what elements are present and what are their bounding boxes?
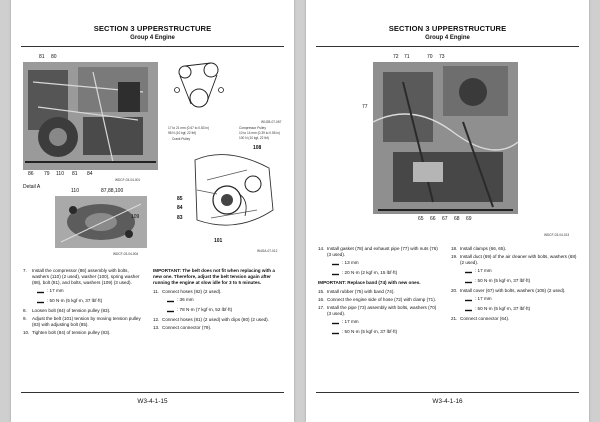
wrench-icon: [465, 270, 472, 273]
wrench-icon: [37, 290, 44, 293]
torque-spec: : 50 N·m (5 kgf·m, 37 lbf·ft): [451, 306, 579, 312]
wrench-spec: : 17 mm: [318, 319, 440, 325]
important-note: IMPORTANT: Replace band (74) with new ones.: [318, 280, 421, 285]
manual-page-left: [11, 0, 294, 422]
legend-text: 17 to 21 mm (0.67 to 0.83 in): [168, 126, 209, 130]
torque-spec: : 50 N·m (5 kgf·m, 37 lbf·ft): [23, 298, 143, 304]
callout-label: 67: [442, 216, 448, 222]
section-title: SECTION 3 UPPERSTRUCTURE: [93, 24, 212, 33]
header-rule: [316, 46, 579, 47]
tension-pulley-drawing: [187, 150, 277, 240]
step-item: 13. Connect connector (79).: [153, 325, 212, 330]
page-number: W3-4-1-15: [137, 398, 168, 405]
wrench-icon: [332, 321, 339, 324]
step-item: 17. Install the pipe (73) assembly with bolts, washers (70) (3 used).: [318, 305, 437, 316]
callout-label: 69: [466, 216, 472, 222]
engine-photo-compressor: [23, 62, 158, 170]
step-item: 11. Connect hoses (82) (2 used).: [153, 289, 222, 294]
wrench-spec: : 36 mm: [153, 297, 283, 303]
torque-wrench-icon: [332, 272, 339, 275]
header-rule: [21, 46, 284, 47]
legend-text: 10 to 14 mm (0.39 to 0.55 in): [239, 131, 280, 135]
callout-label: 86: [28, 171, 34, 177]
figure-code: WDCF-03-04-013: [544, 233, 570, 237]
torque-spec: : 50 N·m (5 kgf·m, 37 lbf·ft): [318, 329, 440, 335]
section-title: SECTION 3 UPPERSTRUCTURE: [388, 24, 507, 33]
wrench-icon: [465, 298, 472, 301]
wrench-spec: : 17 mm: [451, 268, 579, 274]
text-column-2: [153, 268, 283, 333]
torque-wrench-icon: [332, 331, 339, 334]
step-item: 8. Loosen bolt (84) of tension pulley (83).: [23, 308, 111, 313]
compressor-detail-photo: [55, 196, 147, 248]
belt-routing-diagram: [171, 60, 227, 112]
callout-label: 87,88,100: [101, 188, 124, 194]
torque-wrench-icon: [37, 300, 44, 303]
torque-spec: : 50 N·m (5 kgf·m, 37 lbf·ft): [451, 278, 579, 284]
footer-rule: [21, 392, 284, 393]
page-number: W3-4-1-16: [432, 398, 463, 405]
callout-label: 65: [418, 216, 424, 222]
figure-code: W4GA-07-012: [257, 249, 278, 253]
figure-code: W1GB-07-067: [261, 120, 282, 124]
step-item: 15. Install rubber (75) with band (74).: [318, 289, 395, 294]
step-item: 20. Install cover (67) with bolts, washers (105) (2 used).: [451, 288, 566, 293]
step-item: 16. Connect the engine side of hose (72) with clamp (71).: [318, 297, 437, 302]
figure-code: WDCF-03-04-001: [115, 178, 141, 182]
wrench-icon: [167, 299, 174, 302]
callout-label: 101: [214, 238, 223, 244]
detail-label: Detail A: [23, 184, 41, 190]
step-item: 18. Install clamps (66, 65).: [451, 246, 507, 251]
callout-label: 108: [253, 145, 262, 151]
callout-label: 83: [177, 215, 183, 221]
callout-label: 85: [177, 196, 183, 202]
step-item: 19. Install duct (69) of the air cleaner with bolts, washers (68) (2 used).: [451, 254, 577, 265]
wrench-spec: : 17 mm: [451, 296, 579, 302]
legend-text: 98 N (10 kgf, 22 lbf): [168, 131, 196, 135]
callout-label: 110: [56, 171, 64, 177]
callout-label: 71: [404, 54, 410, 60]
legend-text: Compressor Pulley: [239, 126, 266, 130]
callout-label: 109: [131, 214, 140, 220]
step-item: 9. Adjust the belt (101) tension by moving tension pulley (83) with adjusting bolt (85).: [23, 316, 141, 327]
callout-label: 81: [72, 171, 78, 177]
group-title: Group 4 Engine: [130, 35, 175, 41]
footer-rule: [316, 392, 579, 393]
callout-label: 70: [427, 54, 433, 60]
callout-label: 77: [362, 104, 368, 110]
callout-label: 81: [39, 54, 45, 60]
text-column-1: [23, 268, 143, 338]
step-item: 21. Connect connector (64).: [451, 316, 510, 321]
step-item: 12. Connect hoses (81) (2 used) with clips (80) (2 used).: [153, 317, 269, 322]
group-title: Group 4 Engine: [425, 35, 470, 41]
wrench-icon: [332, 262, 339, 265]
wrench-spec: : 17 mm: [23, 288, 143, 294]
legend-text: 100 N (10 kgf, 22 lbf): [239, 136, 269, 140]
callout-label: 68: [454, 216, 460, 222]
text-column-1: [318, 246, 440, 339]
torque-spec: : 20 N·m (2 kgf·m, 15 lbf·ft): [318, 270, 440, 276]
callout-label: 84: [177, 205, 183, 211]
torque-spec: : 78 N·m (7 kgf·m, 52 lbf·ft): [153, 307, 283, 313]
torque-wrench-icon: [167, 309, 174, 312]
callout-label: 84: [87, 171, 93, 177]
figure-code: WDCF-03-04-004: [113, 252, 139, 256]
callout-label: 110: [71, 188, 79, 194]
step-item: 14. Install gasket (78) and exhaust pipe (77) with nuts (76) (3 used).: [318, 246, 438, 257]
callout-label: 73: [439, 54, 445, 60]
text-column-2: [451, 246, 579, 324]
step-item: 10. Tighten bolt (84) of tension pulley (83).: [23, 330, 111, 335]
manual-page-right: [306, 0, 589, 422]
callout-label: 66: [430, 216, 436, 222]
wrench-spec: : 13 mm: [318, 260, 440, 266]
engine-photo-exhaust: [373, 62, 518, 214]
important-note: IMPORTANT: The belt does not fit when replacing with a new one. Therefore, adjust the belt tension again after running the engine at slow idle for 3 to 5 minutes.: [153, 268, 275, 285]
callout-label: 72: [393, 54, 399, 60]
step-item: 7. Install the compressor (86) assembly with bolts, washers (110) (2 used), washer (100), spring washer (88), bolt (81), and bolts, washers (109) (3 used).: [23, 268, 140, 285]
callout-label: 79: [44, 171, 50, 177]
legend-text: Crank Pulley: [172, 137, 191, 141]
torque-wrench-icon: [465, 280, 472, 283]
callout-label: 80: [51, 54, 57, 60]
torque-wrench-icon: [465, 308, 472, 311]
